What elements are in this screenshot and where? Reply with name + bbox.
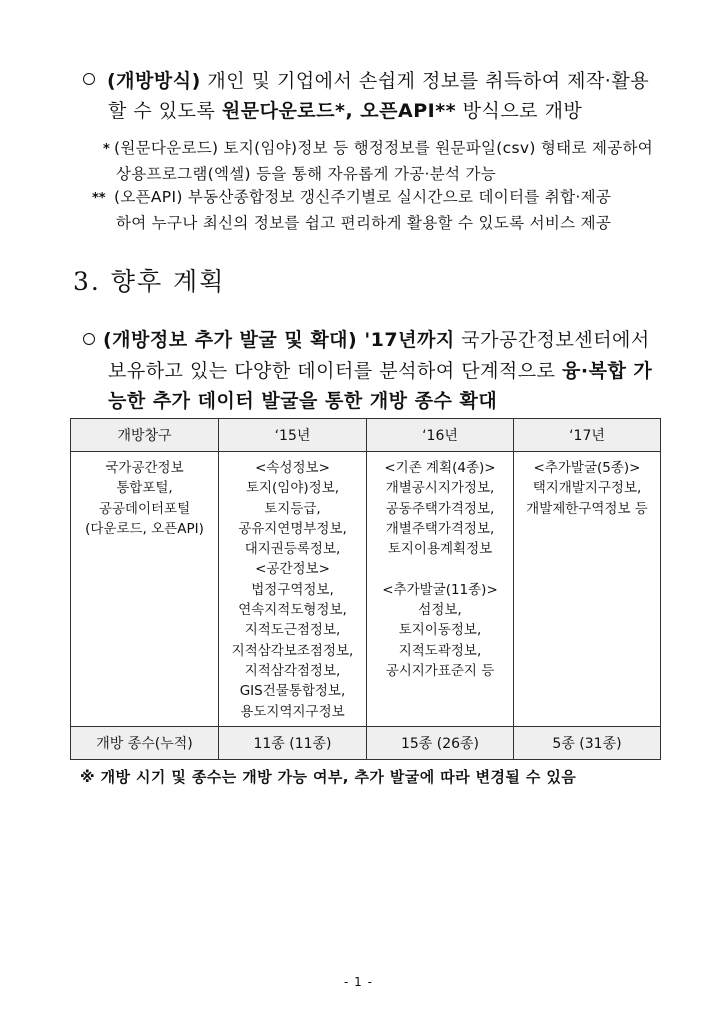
cell-line: 통합포털, [116, 480, 173, 497]
circle-bullet [83, 73, 95, 85]
section2-line1-text: 국가공간정보센터에서 [454, 329, 650, 351]
cell-line: 공유지연명부정보, [238, 520, 347, 537]
cell-line: <기존 계획(4종)> [384, 460, 496, 476]
table-header: 개방창구 [71, 419, 219, 452]
table-cell-channel [71, 452, 219, 727]
table-header: ‘15년 [219, 419, 367, 452]
table-cell-2017 [514, 452, 661, 727]
cell-line: 용도지역지구정보 [240, 703, 345, 720]
cell-line: 법정구역정보, [251, 581, 334, 598]
table-header-row [71, 419, 661, 452]
cell-line: 개별주택가격정보, [385, 520, 495, 537]
cell-line: 택지개발지구정보, [532, 480, 642, 497]
cell-line: 공동주택가격정보, [385, 500, 495, 517]
cell-line: 토지이동정보, [398, 622, 482, 639]
table-header: ‘16년 [367, 419, 514, 452]
section2-line1-bold: '17년까지 [357, 329, 455, 351]
table-footer-cell: 15종 (26종) [367, 727, 514, 760]
cell-line: <추가발굴(5종)> [533, 460, 641, 476]
table-footer-cell: 11종 (11종) [219, 727, 367, 760]
note-line: 상용프로그램(엑셀) 등을 통해 자유롭게 가공·분석 가능 [116, 165, 497, 183]
cell-line: 개발제한구역정보 등 [526, 500, 648, 517]
page-number: - 1 - [344, 975, 373, 989]
cell-line: 지적도근점정보, [244, 622, 341, 639]
cell-line: (다운로드, 오픈API) [85, 520, 204, 537]
section2-line2 [108, 356, 652, 383]
cell-line: 대지권등록정보, [244, 541, 341, 558]
table-footnote: ※ 개방 시기 및 종수는 개방 가능 여부, 추가 발굴에 따라 변경될 수 있음 [80, 768, 577, 786]
cell-line: 공공데이터포털 [98, 500, 191, 517]
cell-line: 공시지가표준지 등 [385, 662, 495, 679]
section1-line2-post: 방식으로 개방 [456, 100, 583, 122]
section1-line2 [108, 96, 582, 123]
note-marker: ** [92, 191, 106, 206]
table-footer-cell: 개방 종수(누적) [71, 727, 219, 760]
cell-line: GIS건물통합정보, [239, 683, 346, 700]
section-heading: 3. 향후 계획 [73, 267, 226, 296]
section1-line1 [107, 66, 649, 93]
note-line: (원문다운로드) 토지(임야)정보 등 행정정보를 원문파일(csv) 형태로 제공하여 [114, 139, 654, 157]
cell-line: 지적삼각점정보, [244, 662, 341, 679]
section2-line3: 능한 추가 데이터 발굴을 통한 개방 종수 확대 [108, 390, 498, 412]
section1-line2-pre: 할 수 있도록 [108, 100, 222, 122]
cell-line: 국가공간정보 [105, 460, 184, 476]
section2-line2-pre: 보유하고 있는 다양한 데이터를 분석하여 단계적으로 [108, 360, 563, 382]
circle-bullet [83, 333, 95, 345]
cell-line: <추가발굴(11종)> [382, 581, 498, 598]
note-line: (오픈API) 부동산종합정보 갱신주기별로 실시간으로 데이터를 취합·제공 [114, 188, 612, 206]
table-header: ‘17년 [514, 419, 661, 452]
cell-line: 개별공시지가정보, [385, 480, 495, 497]
section1-head: (개방방식) [107, 70, 201, 92]
note-marker: * [103, 142, 110, 157]
cell-line: <속성정보> [255, 460, 330, 476]
cell-line: 연속지적도형정보, [238, 602, 347, 619]
table-row [71, 452, 661, 727]
cell-line: 토지(임야)정보, [245, 480, 340, 497]
section2-line2-bold: 융·복합 가 [562, 360, 653, 382]
table-footer-cell: 5종 (31종) [514, 727, 661, 760]
section1-line1-text: 개인 및 기업에서 손쉽게 정보를 취득하여 제작·활용 [200, 70, 650, 92]
note-line: 하여 누구나 최신의 정보를 쉽고 편리하게 활용할 수 있도록 서비스 제공 [116, 214, 612, 232]
section2-head: (개방정보 추가 발굴 및 확대) [103, 329, 358, 351]
cell-line: 섬정보, [418, 602, 462, 619]
cell-line: 토지이용계획정보 [387, 541, 493, 558]
cell-line: <공간정보> [255, 561, 330, 578]
section1-line2-bold: 원문다운로드*, 오픈API** [221, 100, 457, 122]
open-data-table [70, 418, 661, 760]
cell-line: 지적삼각보조점정보, [231, 642, 354, 659]
table-footer-row [71, 727, 661, 760]
cell-line: 토지등급, [264, 500, 321, 517]
cell-line: 지적도곽정보, [398, 642, 482, 659]
section2-line1 [103, 325, 650, 352]
table-cell-2015 [219, 452, 367, 727]
cell-spacer [367, 559, 513, 579]
table-cell-2016 [367, 452, 514, 727]
